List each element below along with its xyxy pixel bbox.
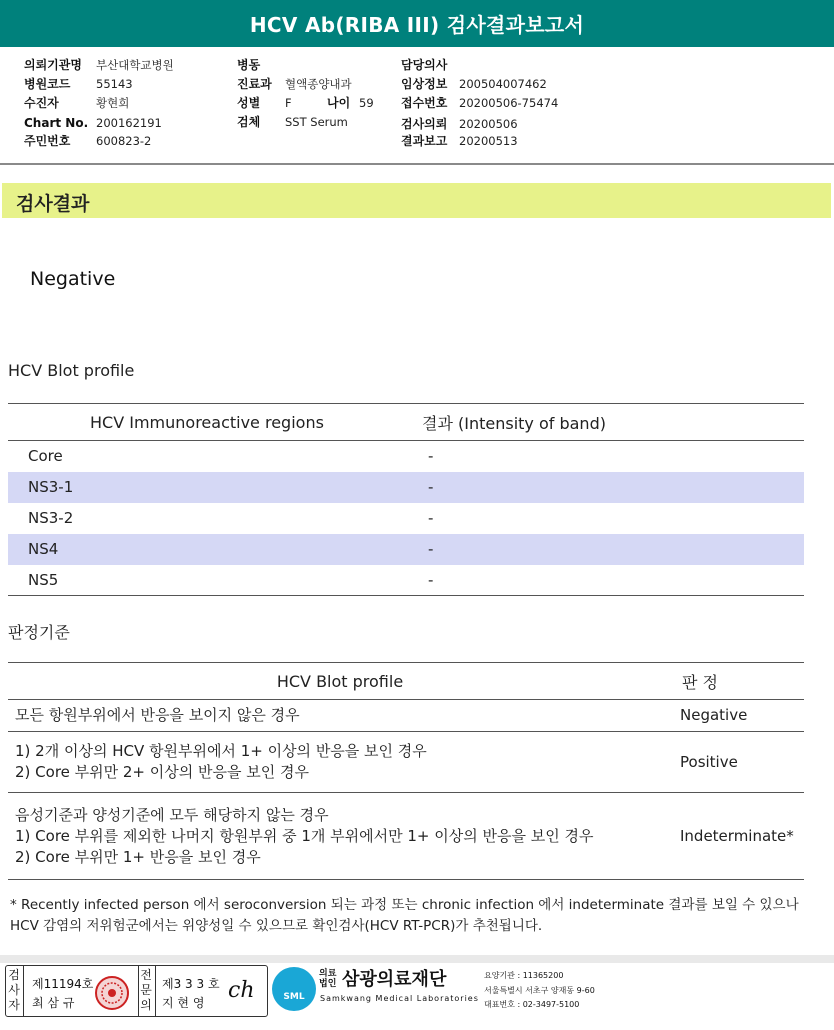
result-cell: - bbox=[422, 565, 804, 596]
examiner-name: 최 삼 규 bbox=[32, 996, 75, 1010]
criteria-title: 판정기준 bbox=[8, 623, 70, 642]
blot-profile-title: HCV Blot profile bbox=[8, 361, 135, 380]
request-date-row: 검사의뢰 20200506 bbox=[401, 117, 518, 131]
report-date-row: 결과보고 20200513 bbox=[401, 134, 518, 148]
footer-divider bbox=[0, 955, 834, 963]
result-cell: - bbox=[422, 534, 804, 565]
org-prefix: 의료 법인 bbox=[319, 969, 337, 989]
section-title: 검사결과 bbox=[16, 193, 90, 215]
org-english-name: Samkwang Medical Laboratories bbox=[320, 994, 479, 1003]
criteria-line: 1) Core 부위를 제외한 나머지 항원부위 중 1개 부위에서만 1+ 이상의 반응을 보인 경우 bbox=[15, 826, 594, 845]
report-title-bar bbox=[0, 0, 834, 47]
criteria-line: 2) Core 부위만 2+ 이상의 반응을 보인 경우 bbox=[15, 763, 309, 781]
logo-text: SML bbox=[283, 992, 305, 1002]
criteria-line: 모든 항원부위에서 반응을 보이지 않은 경우 bbox=[15, 706, 300, 724]
divider bbox=[155, 966, 156, 1016]
table-row bbox=[8, 441, 804, 472]
specialist-label: 전 문 의 bbox=[140, 968, 152, 1012]
patient-name-row: 수진자 황현희 bbox=[24, 96, 130, 110]
criteria-line: 2) Core 부위만 1+ 반응을 보인 경우 bbox=[15, 847, 261, 866]
doctor-row: 담당의사 bbox=[401, 58, 448, 72]
result-cell: - bbox=[428, 509, 434, 527]
column-header: HCV Blot profile bbox=[8, 663, 672, 700]
divider bbox=[23, 966, 24, 1016]
chart-no-row: Chart No. 200162191 bbox=[24, 116, 162, 130]
table-row bbox=[8, 793, 804, 880]
org-name: 삼광의료재단 bbox=[342, 969, 447, 990]
section-header bbox=[2, 183, 831, 218]
hospital-code-row: 병원코드 55143 bbox=[24, 77, 133, 91]
result-cell: - bbox=[422, 472, 804, 503]
result-cell: - bbox=[428, 447, 434, 466]
examiner-seal-icon bbox=[94, 975, 130, 1011]
footnote: * Recently infected person 에서 seroconversion 되는 과정 또는 chronic infection 에서 indeterminate 결과를 보일 수 있으나 HCV 감염의 저위험군에서는 위양성일 수 있으므로 확인검사(HCV RT-PCR)가 추천됩니다. bbox=[10, 897, 799, 934]
verdict-cell: Positive bbox=[672, 732, 804, 793]
institution-row: 의뢰기관명 부산대학교병원 bbox=[24, 58, 174, 72]
sex-row: 성별 F 나이 59 bbox=[237, 96, 374, 110]
care-number: 요양기관 : 11365200 bbox=[484, 971, 564, 980]
table-row bbox=[8, 472, 804, 503]
specialist-license-no: 제3 3 3 호 bbox=[162, 977, 220, 991]
receipt-no-row: 접수번호 20200506-75474 bbox=[401, 96, 559, 110]
table-row bbox=[8, 700, 804, 732]
org-phone: 대표번호 : 02-3497-5100 bbox=[484, 1000, 580, 1009]
table-row bbox=[8, 534, 804, 565]
verdict-cell: Indeterminate* bbox=[672, 793, 804, 880]
clinical-info-row: 임상정보 200504007462 bbox=[401, 77, 547, 91]
region-cell: NS5 bbox=[8, 565, 422, 596]
table-row bbox=[8, 503, 804, 534]
column-header: 결과 (Intensity of band) bbox=[422, 404, 804, 441]
criteria-line: 음성기준과 양성기준에 모두 해당하지 않는 경우 bbox=[15, 805, 329, 824]
criteria-cell bbox=[8, 793, 672, 880]
criteria-line: 1) 2개 이상의 HCV 항원부위에서 1+ 이상의 반응을 보인 경우 bbox=[15, 742, 427, 760]
table-row bbox=[8, 565, 804, 596]
specialist-name: 지 현 영 bbox=[162, 996, 205, 1010]
table-row bbox=[8, 732, 804, 793]
region-cell: NS3-1 bbox=[8, 472, 422, 503]
age-label: 나이 bbox=[327, 96, 351, 110]
resident-no-row: 주민번호 600823-2 bbox=[24, 134, 152, 148]
age-value: 59 bbox=[359, 96, 374, 110]
column-header: HCV Immunoreactive regions bbox=[8, 404, 422, 441]
table-header-row bbox=[8, 404, 804, 441]
report-title: HCV Ab(RIBA III) 검사결과보고서 bbox=[249, 13, 585, 37]
region-cell: Core bbox=[28, 447, 63, 466]
patient-info bbox=[0, 47, 834, 165]
org-address: 서울특별시 서초구 양재동 9-60 bbox=[484, 986, 595, 995]
criteria-table bbox=[8, 662, 804, 880]
department-row: 진료과 혈액종양내과 bbox=[237, 77, 352, 91]
signature-box bbox=[5, 965, 268, 1017]
column-header: 판 정 bbox=[672, 663, 804, 700]
criteria-cell bbox=[8, 732, 672, 793]
examiner-license-no: 제11194호 bbox=[32, 977, 94, 991]
ward-row: 병동 bbox=[237, 58, 261, 72]
specimen-row: 검체 SST Serum bbox=[237, 115, 348, 129]
verdict-cell: Negative bbox=[672, 700, 804, 732]
examiner-label: 검 사 자 bbox=[8, 968, 20, 1012]
region-cell: NS3-2 bbox=[28, 509, 74, 527]
specialist-signature: ch bbox=[228, 978, 255, 1003]
overall-result: Negative bbox=[30, 268, 116, 290]
criteria-cell bbox=[8, 700, 672, 732]
sml-logo-icon bbox=[272, 967, 316, 1011]
table-header-row bbox=[8, 663, 804, 700]
region-cell: NS4 bbox=[8, 534, 422, 565]
blot-profile-table bbox=[8, 403, 804, 596]
